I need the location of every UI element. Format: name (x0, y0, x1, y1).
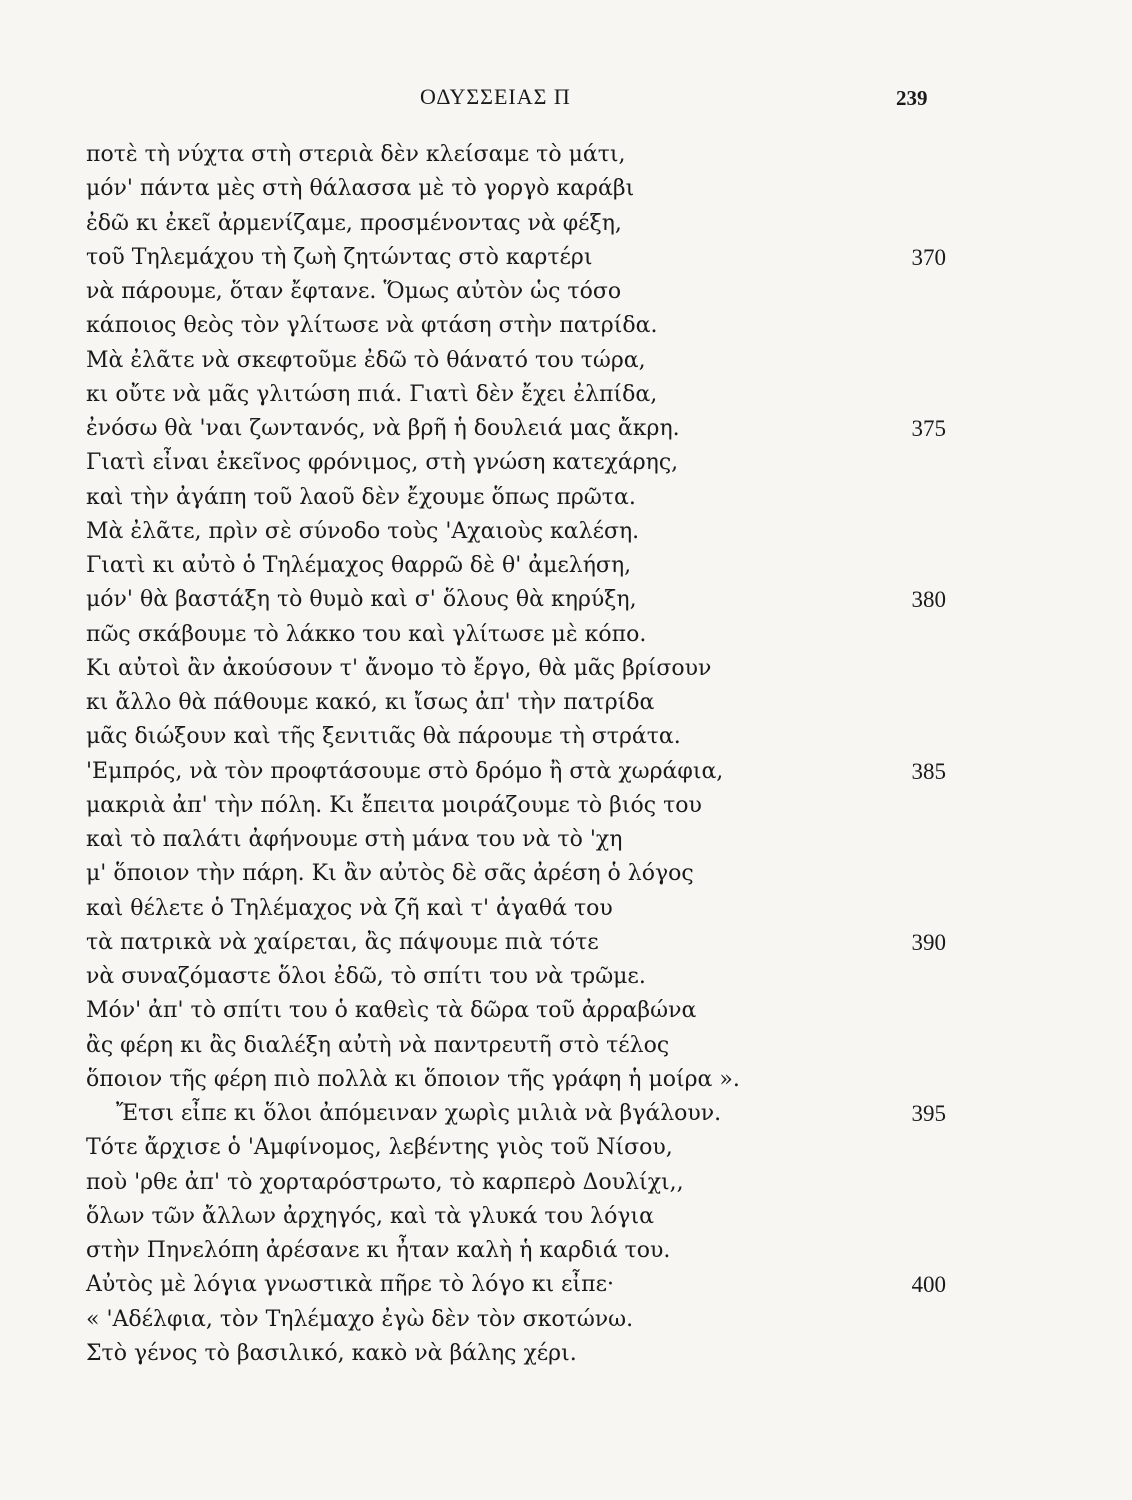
verse-text: καὶ θέλετε ὁ Τηλέμαχος νὰ ζῆ καὶ τ' ἀγαθά του (86, 895, 613, 921)
verse-text: κι ἄλλο θὰ πάθουμε κακό, κι ἴσως ἀπ' τὴν πατρίδα (86, 690, 655, 715)
line-number: 375 (911, 416, 946, 441)
verse-text: νὰ πάρουμε, ὅταν ἔφτανε. Ὅμως αὐτὸν ὡς τόσο (86, 279, 622, 304)
verse-line (86, 755, 946, 789)
verse-text: μ' ὅποιον τὴν πάρη. Κι ἂν αὐτὸς δὲ σᾶς ἀρέση ὁ λόγος (86, 861, 694, 887)
verse-text: ὅλων τῶν ἄλλων ἀρχηγός, καὶ τὰ γλυκά του λόγια (86, 1203, 654, 1229)
verse-text: μόν' θὰ βαστάξη τὸ θυμὸ καὶ σ' ὅλους θὰ κηρύξη, (86, 587, 637, 613)
verse-line (86, 515, 946, 549)
verse-line (86, 378, 946, 412)
verse-line (86, 926, 946, 960)
verse-line (86, 412, 946, 446)
verse-text: καὶ τὸ παλάτι ἀφήνουμε στὴ μάνα του νὰ τὸ 'χη (86, 827, 623, 852)
verse-line (86, 275, 946, 309)
verse-text: τοῦ Τηλεμάχου τὴ ζωὴ ζητώντας στὸ καρτέρι (86, 244, 593, 270)
line-number: 380 (911, 587, 946, 613)
verse-line (86, 549, 946, 583)
verse-line (86, 1166, 946, 1200)
verse-text: ποτὲ τὴ νύχτα στὴ στεριὰ δὲν κλείσαμε τὸ μάτι, (86, 142, 626, 167)
verse-line (86, 789, 946, 823)
verse-line (86, 652, 946, 686)
verse-text: κάποιος θεὸς τὸν γλίτωσε νὰ φτάση στὴν πατρίδα. (86, 313, 658, 339)
verse-line (86, 823, 946, 857)
verse-line (86, 960, 946, 994)
verse-text: νὰ συναζόμαστε ὅλοι ἐδῶ, τὸ σπίτι του νὰ τρῶμε. (86, 964, 646, 989)
verse-text: ἐδῶ κι ἐκεῖ ἀρμενίζαμε, προσμένοντας νὰ φέξη, (86, 210, 622, 236)
verse-text: Μόν' ἀπ' τὸ σπίτι του ὁ καθεὶς τὰ δῶρα τοῦ ἀρραβώνα (86, 998, 697, 1024)
verse-text: Ἔτσι εἶπε κι ὅλοι ἀπόμειναν χωρὶς μιλιὰ νὰ βγάλουν. (116, 1101, 722, 1126)
verse-text: ὅποιον τῆς φέρη πιὸ πολλὰ κι ὅποιον τῆς γράφη ἡ μοίρα ». (86, 1066, 740, 1092)
verse-line (86, 138, 946, 172)
verse-block (86, 138, 946, 1371)
verse-text: Μὰ ἐλᾶτε, πρὶν σὲ σύνοδο τοὺς 'Αχαιοὺς καλέση. (86, 518, 640, 544)
verse-text: μᾶς διώξουν καὶ τῆς ξενιτιᾶς θὰ πάρουμε τὴ στράτα. (86, 724, 681, 750)
verse-line (86, 1337, 946, 1371)
verse-text: Μὰ ἐλᾶτε νὰ σκεφτοῦμε ἐδῶ τὸ θάνατό του τώρα, (86, 347, 646, 373)
verse-line (86, 994, 946, 1028)
verse-line (86, 1234, 946, 1268)
verse-line (86, 446, 946, 480)
verse-line (86, 481, 946, 515)
verse-text: καὶ τὴν ἀγάπη τοῦ λαοῦ δὲν ἔχουμε ὅπως πρῶτα. (86, 484, 636, 510)
verse-line (86, 309, 946, 343)
verse-line (86, 1200, 946, 1234)
verse-line (86, 1268, 946, 1302)
verse-text: Γιατὶ κι αὐτὸ ὁ Τηλέμαχος θαρρῶ δὲ θ' ἀμελήση, (86, 553, 632, 578)
verse-text: μόν' πάντα μὲς στὴ θάλασσα μὲ τὸ γοργὸ καράβι (86, 176, 635, 202)
verse-line (86, 1029, 946, 1063)
verse-line (86, 344, 946, 378)
verse-text: Γιατὶ εἶναι ἐκεῖνος φρόνιμος, στὴ γνώση κατεχάρης, (86, 450, 679, 476)
verse-text: πῶς σκάβουμε τὸ λάκκο του καὶ γλίτωσε μὲ κόπο. (86, 621, 647, 647)
verse-text: 'Εμπρός, νὰ τὸν προφτάσουμε στὸ δρόμο ἢ στὰ χωράφια, (86, 758, 724, 784)
verse-line (86, 892, 946, 926)
verse-line (86, 241, 946, 275)
verse-text: « 'Αδέλφια, τὸν Τηλέμαχο ἐγὼ δὲν τὸν σκοτώνω. (86, 1306, 634, 1332)
verse-text: μακριὰ ἀπ' τὴν πόλη. Κι ἔπειτα μοιράζουμε τὸ βιός του (86, 792, 702, 818)
verse-text: ἐνόσω θὰ 'ναι ζωντανός, νὰ βρῆ ἡ δουλειά μας ἄκρη. (86, 416, 680, 441)
line-number: 400 (911, 1272, 946, 1298)
verse-text: Κι αὐτοὶ ἂν ἀκούσουν τ' ἄνομο τὸ ἔργο, θὰ μᾶς βρίσουν (86, 655, 712, 681)
verse-line (86, 618, 946, 652)
verse-text: ἂς φέρη κι ἂς διαλέξη αὐτὴ νὰ παντρευτῆ στὸ τέλος (86, 1032, 670, 1058)
verse-text: στὴν Πηνελόπη ἀρέσανε κι ἦταν καλὴ ἡ καρδιά του. (86, 1238, 671, 1263)
verse-line (86, 1097, 946, 1131)
verse-line (86, 583, 946, 617)
verse-text: Στὸ γένος τὸ βασιλικό, κακὸ νὰ βάλης χέρι. (86, 1340, 577, 1366)
line-number: 385 (911, 758, 946, 784)
verse-line (86, 857, 946, 891)
verse-text: κι οὔτε νὰ μᾶς γλιτώση πιά. Γιατὶ δὲν ἔχει ἐλπίδα, (86, 381, 658, 407)
verse-line (86, 720, 946, 754)
line-number: 395 (911, 1101, 946, 1126)
verse-text: τὰ πατρικὰ νὰ χαίρεται, ἂς πάψουμε πιὰ τότε (86, 929, 599, 955)
verse-text: Αὐτὸς μὲ λόγια γνωστικὰ πῆρε τὸ λόγο κι εἶπε· (86, 1272, 614, 1298)
page-number: 239 (896, 86, 928, 110)
verse-line (86, 1063, 946, 1097)
verse-line (86, 207, 946, 241)
verse-text: Τότε ἄρχισε ὁ 'Αμφίνομος, λεβέντης γιὸς τοῦ Νίσου, (86, 1135, 673, 1161)
verse-text: ποὺ 'ρθε ἀπ' τὸ χορταρόστρωτο, τὸ καρπερὸ Δουλίχι,, (86, 1169, 684, 1195)
line-number: 390 (911, 929, 946, 955)
verse-line (86, 686, 946, 720)
verse-line (86, 172, 946, 206)
verse-line (86, 1131, 946, 1165)
line-number: 370 (911, 244, 946, 270)
running-title: ΟΔΥΣΣΕΙΑΣ Π (420, 84, 571, 109)
verse-line (86, 1303, 946, 1337)
